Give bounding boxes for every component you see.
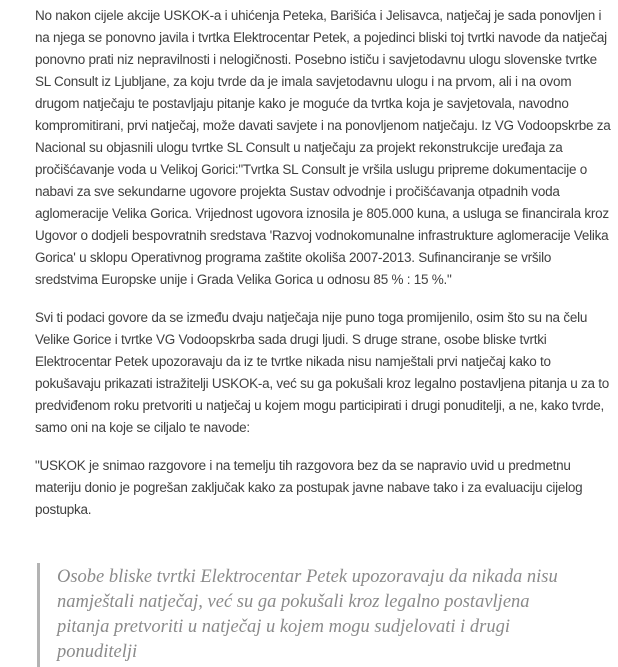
- paragraph-2: Svi ti podaci govore da se između dvaju natječaja nije puno toga promijenilo, osim što su na čelu Velike Gorice i tvrtke VG Vodoopskrba sada drugi ljudi. S druge strane, osobe bliske tvrtki Elektrocentar Petek upozoravaju da iz te tvrtke nikada nisu namještali prvi natječaj kako to pokušavaju prikazati istražitelji USKOK-a, već su ga pokušali kroz legalno postavljena pitanja u za to predviđenom roku pretvoriti u natječaj u kojem mogu participirati i drugi ponuditelji, a ne, kako tvrde, samo oni na koje se ciljalo te navode:: [35, 310, 610, 435]
- pull-quote-text: Osobe bliske tvrtki Elektrocentar Petek upozoravaju da nikada nisu namještali natječaj, već su ga pokušali kroz legalno postavljena pitanja pretvoriti u natječaj u kojem mogu sudjelovati i drugi ponuditelji: [57, 567, 558, 662]
- article-body: [35, 5, 615, 667]
- pull-quote: [37, 563, 615, 667]
- paragraph-3: "USKOK je snimao razgovore i na temelju tih razgovora bez da se napravio uvid u predmetnu materiju donio je pogrešan zaključak kako za postupak javne nabave tako i za evaluaciju cijelog postupka.: [35, 458, 583, 517]
- paragraph-1: No nakon cijele akcije USKOK-a i uhićenja Peteka, Barišića i Jelisavca, natječaj je sada ponovljen i na njega se ponovno javila i tvrtka Elektrocentar Petek, a pojedinci bliski toj tvrtki navode da natječaj ponovno prati niz nepravilnosti i nelogičnosti. Posebno ističu i savjetodavnu ulogu slovenske tvrtke SL Consult iz Ljubljane, za koju tvrde da je imala savjetodavnu ulogu i na prvom, ali i na ovom drugom natječaju te postavljaju pitanje kako je moguće da tvrtka koja je savjetovala, navodno kompromitirani, prvi natječaj, može davati savjete i na ponovljenom natječaju. Iz VG Vodoopskrbe za Nacional su objasnili ulogu tvrtke SL Consult u natječaju za projekt rekonstrukcije uređaja za pročišćavanje voda u Velikoj Gorici:"Tvrtka SL Consult je vršila uslugu pripreme dokumentacije o nabavi za sve sekundarne ugovore projekta Sustav odvodnje i pročišćavanja otpadnih voda aglomeracije Velika Gorica. Vrijednost ugovora iznosila je 805.000 kuna, a usluga se financirala kroz Ugovor o dodjeli bespovratnih sredstava 'Razvoj vodnokomunalne infrastrukture aglomeracije Velika Gorica' u sklopu Operativnog programa zaštite okoliša 2007-2013. Sufinanciranje se vršilo sredstvima Europske unije i Grada Velika Gorica u odnosu 85 % : 15 %.": [35, 8, 611, 287]
